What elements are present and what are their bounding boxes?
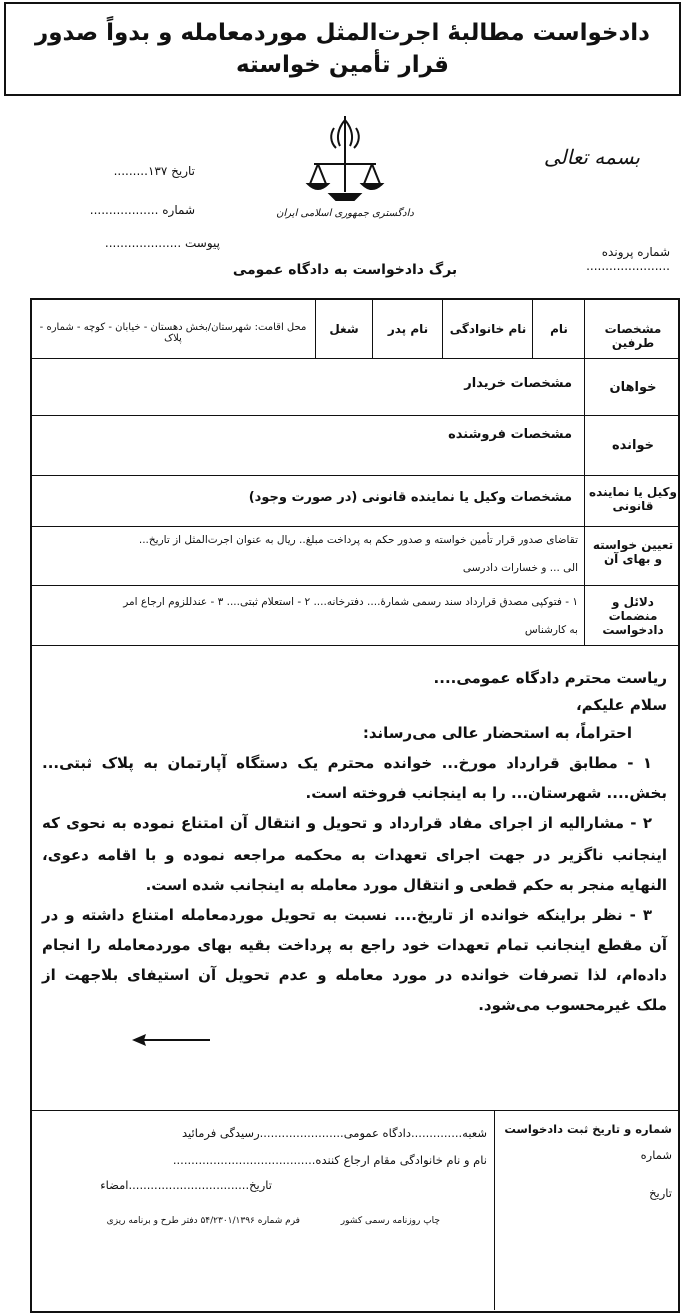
date-sign-line: تاریخ.................................امضاء [100, 1178, 272, 1192]
title-line-1: دادخواست مطالبهٔ اجرت‌المثل موردمعامله و بدواً صدور [35, 20, 650, 46]
claim-line-2: الی ... و خسارات دادرسی [462, 562, 578, 574]
case-number-row [520, 245, 670, 273]
title-box [4, 2, 681, 96]
plaintiff-label: خواهان [609, 380, 657, 395]
claim-line-1: تقاضای صدور قرار تأمین خواسته و صدور حکم به پرداخت مبلغ.. ریال به عنوان اجرت‌المثل از تاریخ... [138, 534, 578, 546]
reg-title: شماره و تاریخ ثبت دادخواست [504, 1122, 672, 1136]
date-value: ۱۳۷......... [113, 164, 168, 178]
family-header: نام خانوادگی [449, 322, 527, 336]
lawyer-text: مشخصات وکیل یا نماینده قانونی (در صورت وجود) [248, 490, 572, 505]
letter-line-8: داده‌ام، لذا تصرفات خوانده در مورد معامله و عدم تحویل آن استیفای بلاجهت از [42, 966, 667, 984]
letter-addressee: ریاست محترم دادگاه عمومی.... [433, 669, 667, 687]
evidence-line-1: ۱ - فتوکپی مصدق قرارداد سند رسمی شمارهٔ.... دفترخانه.... ۲ - استعلام ثبتی.... ۳ - عندللزوم ارجاع امر [123, 596, 578, 608]
letter-line-2: بخش.... شهرستان... را به اینجانب فروخته است. [305, 784, 667, 802]
lawyer-label: وکیل یا نماینده قانونی [589, 485, 677, 513]
letter-greeting: سلام علیکم، [575, 696, 667, 714]
father-header: نام پدر [387, 322, 429, 336]
evidence-line-2: به کارشناس [524, 624, 578, 636]
defendant-text: مشخصات فروشنده [448, 427, 572, 442]
evidence-label: دلائل و منضمات دادخواست [602, 595, 664, 637]
arrow-left-icon [132, 1032, 212, 1048]
name-header: نام [550, 322, 568, 336]
referrer-line: نام و نام خانوادگی مقام ارجاع کننده....................................... [172, 1153, 487, 1167]
attachment-value: .................... [104, 236, 182, 250]
defendant-label: خوانده [611, 438, 655, 453]
title-line-2: قرار تأمین خواسته [236, 52, 449, 78]
letter-line-7: آن مقطع اینجانب تمام تعهدات خود راجع به پرداخت بقیه بهای موردمعامله را انجام [42, 936, 667, 954]
form-heading: برگ دادخواست به دادگاه عمومی [232, 262, 458, 278]
letter-line-5: النهایه منجر به حکم قطعی و انتقال مورد معامله به اینجانب شده است. [145, 876, 667, 894]
address-header: محل اقامت: شهرستان/بخش دهستان - خیابان - کوچه - شماره - پلاک [39, 322, 307, 344]
claim-label: تعیین خواسته و بهای آن [592, 538, 674, 566]
form-table [30, 298, 680, 1313]
plaintiff-text: مشخصات خریدار [464, 376, 572, 391]
attachment-label: پیوست [185, 236, 220, 250]
letter-intro: احتراماً، به استحضار عالی می‌رساند: [362, 724, 632, 742]
case-number-value: ...................... [586, 259, 670, 273]
attachment-row [60, 236, 220, 250]
number-value: .................. [89, 203, 159, 217]
letter-line-1: ۱ - مطابق قرارداد مورخ... خوانده محترم یک دستگاه آپارتمان به پلاک ثبتی... [42, 754, 652, 772]
letter-line-3: ۲ - مشارالیه از اجرای مفاد قرارداد و تحویل و انتقال آن امتناع نموده به نحوی که [42, 814, 652, 832]
form-number: فرم شماره ۵۴/۲۳۰۱/۱۳۹۶ دفتر طرح و برنامه ریزی [106, 1216, 300, 1226]
case-number-label: شماره پرونده [601, 245, 670, 259]
number-row [60, 203, 195, 217]
date-label: تاریخ [171, 164, 195, 178]
parties-header: مشخصات طرفین [604, 322, 662, 350]
reg-number: شماره [640, 1148, 672, 1162]
print-note: چاپ روزنامه رسمی کشور [340, 1216, 440, 1226]
emblem-caption: دادگستری جمهوری اسلامی ایران [276, 208, 414, 219]
letter-line-6: ۳ - نظر براینکه خوانده از تاریخ.... نسبت به تحویل موردمعامله امتناع داشته و در [42, 906, 652, 924]
job-header: شغل [329, 322, 359, 336]
date-row [60, 164, 195, 178]
number-label: شماره [162, 203, 195, 217]
branch-line: شعبه..............دادگاه عمومی.......................رسیدگی فرمائید [182, 1126, 487, 1140]
invocation: بسمه تعالی [543, 145, 640, 169]
letter-line-9: ملک غیرمحسوب می‌شود. [478, 996, 667, 1014]
letter-line-4: اینجانب ناگزیر در جهت اجرای تعهدات به محکمه مراجعه نموده و با اقامه دعوی، [42, 846, 667, 864]
reg-date: تاریخ [649, 1186, 672, 1200]
